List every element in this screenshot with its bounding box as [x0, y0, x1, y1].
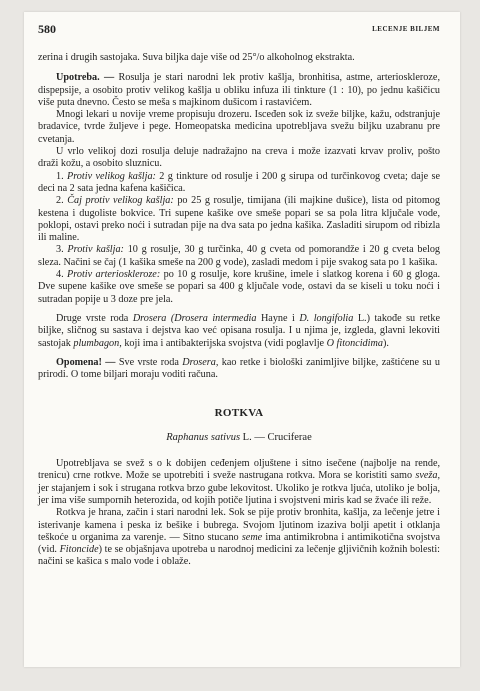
recipe-text: 2 g tinkture od rosulje i 200 g sirupa od turčinkovog cveta; daje se deci na 2 sata jedna kafena kašičica. — [38, 170, 440, 194]
text-run: kao retke i biološki zanimljive biljke, zaštićene su u prirodi. O tome biljari moraju voditi računa. — [38, 356, 440, 381]
section-subtitle — [38, 432, 440, 444]
text-run: dobijen ceđenjem oljuštene i sitno isečene (najbolje na rende, trenicu) crne rotkve. Može se upotrebiti i sveže nastrugana rotkva. Mora se koristiti samo — [38, 458, 441, 482]
text-run: jer stajanjem i sok i strugana rotkva brzo gube lekovitost. Ukoliko je rotkva ljuća, utoliko je bolja, jer ima više sumpornih heterozida, od kojih potiče ljutina i svojstveni miris kad se žvaće ili reže. — [38, 482, 440, 506]
paragraph-upotreba — [38, 72, 440, 109]
recipe-item — [38, 171, 440, 196]
italic-run: Fitoncide — [59, 544, 99, 556]
italic-run: seme — [241, 531, 263, 543]
paragraph-doza: U vrlo velikoj dozi rosulja deluje nadražajno na creva i može izazvati krvav proliv, pošto draži kožu, a osobito sluznicu. — [38, 146, 440, 170]
recipe-item — [38, 269, 440, 306]
book-page — [24, 12, 460, 667]
paragraph-rotkva-2 — [38, 507, 440, 568]
running-title: LECENJE BILJEM — [372, 25, 440, 33]
italic-run: Drosera (Drosera intermedia — [132, 312, 257, 324]
recipe-text: po 10 g rosulje, kore krušine, imele i slatkog korena i 60 g gloga. Dve supene kašike ove smeše se popari sa 400 g ključale vode, ostavi da se kiseli u toku noći i sutradan popije u 3 doze pre jela. — [38, 269, 441, 305]
text-run: Sve vrste roda — [115, 356, 183, 368]
family-name: L. — Cruciferae — [240, 431, 312, 443]
text-run: ) te se objašnjava upotreba u narodnoj medicini za lečenje gljivičnih kožnih bolesti: načini se kašica s malo vode i oblaže. — [38, 544, 440, 568]
upotreba-text: Rosulja je stari narodni lek protiv kašlja, bronhitisa, astme, arterioskleroze, dispepsije, a osobito protiv velikog kašlja u obliku infuza ili tinkture (1 : 10), po jednu kašičicu više puta dnevno. Često se meša s majkinom dušicom i rastavićem. — [38, 72, 440, 108]
text-run: Rotkva je hrana, začin i stari narodni lek. Sok se pije protiv bronhita, kašlja, za lečenje jetre i isterivanje kamena i peska iz bešike i bubrega. Svojom ljutinom izaziva bolji apetit i otklanja teškoće u organima za varenje. — Sitno stucano — [38, 507, 440, 543]
recipe-text: 10 g rosulje, 30 g turčinka, 40 g cveta od pomorandže i 20 g cveta belog sleza. Načini se čaj (1 kašika smeše na 200 g vode), zasladi medom i pije svakog sata po 1 kašika. — [38, 244, 441, 268]
recipe-number: 3. — [56, 244, 64, 256]
recipe-title: Protiv arterioskleroze: — [67, 269, 161, 281]
text-run: Upotrebljava se svež — [56, 458, 149, 470]
paragraph-druge-vrste — [38, 313, 440, 350]
italic-run: D. longifolia — [299, 312, 354, 324]
italic-run: O fitoncidima — [326, 337, 383, 349]
opomena-lead: Opomena! — — [56, 356, 116, 368]
text-run: Hayne i — [256, 312, 300, 324]
paragraph-lekari: Mnogi lekari u novije vreme propisuju drozeru. Isceđen sok iz sveže biljke, kažu, odstranjuje bradavice, tvrde žuljeve i pege. Homeopatska medicina upotrebljava svežu biljku uzabranu pre cvetanja. — [38, 109, 440, 145]
recipe-title: Protiv kašlja: — [67, 244, 124, 256]
spaced-run: s o k — [148, 458, 172, 470]
italic-run: sveža, — [415, 470, 440, 482]
page-header — [38, 22, 440, 38]
recipe-text: po 25 g rosulje, timijana (ili majkine dušice), lista od pitomog kestena i dugoliste bokvice. Tri supene kašike ove smeše popari se sa pola litra ključale vode, poklopi, ostavi preko noći i sutradan pije na dva sata po jedna kašika. Zasladiti sirupom od ribizla ili maline. — [38, 195, 440, 244]
text-run: koji ima i antibakterijska svojstva (vidi poglavlje — [121, 337, 327, 349]
text-run: ima antimikrobna i antimikotična svojstva (vid. — [38, 531, 440, 556]
section-title: ROTKVA — [214, 407, 264, 420]
recipe-number: 2. — [56, 195, 64, 207]
italic-run: Drosera, — [182, 356, 219, 368]
recipe-number: 4. — [56, 269, 64, 281]
page-body — [38, 52, 440, 569]
text-run: L.) takođe su retke biljke, sličnog su sastava i dejstva kao već opisana rosulja. I u njima je, izgleda, glavni lekoviti sastojak — [38, 312, 440, 349]
paragraph-continuation: zerina i drugih sastojaka. Suva biljka daje više od 25°/o alkoholnog ekstrakta. — [38, 52, 355, 63]
recipe-item — [38, 244, 440, 269]
text-run: Druge vrste roda — [56, 312, 133, 324]
recipe-number: 1. — [56, 170, 64, 182]
latin-name: Raphanus sativus — [166, 431, 241, 443]
paragraph-rotkva-1 — [38, 458, 440, 507]
upotreba-lead: Upotreba. — — [56, 72, 115, 84]
text-run: ). — [382, 337, 389, 349]
page-number: 580 — [38, 22, 56, 36]
paragraph-opomena — [38, 357, 440, 382]
recipe-title: Čaj protiv velikog kašlja: — [67, 195, 174, 207]
recipe-item — [38, 195, 440, 244]
italic-run: plumbagon, — [73, 337, 122, 349]
recipe-title: Protiv velikog kašlja: — [67, 170, 156, 182]
